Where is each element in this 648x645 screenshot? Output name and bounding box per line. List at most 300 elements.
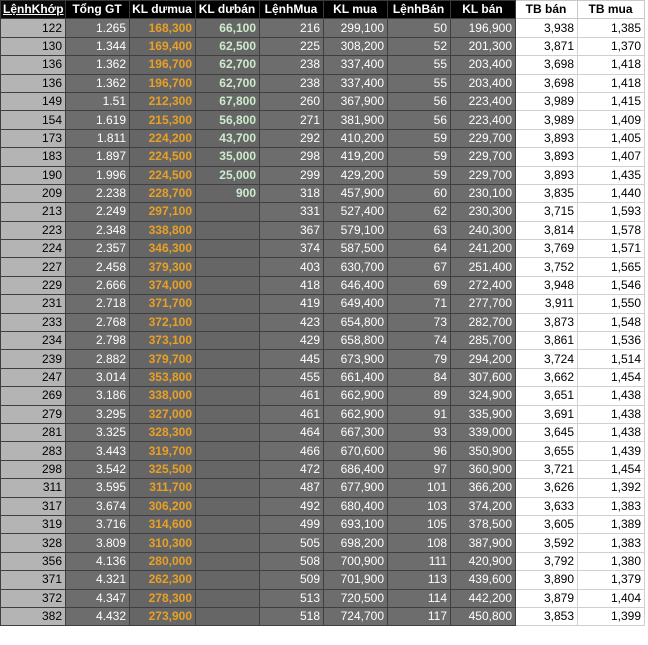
kl-ban-cell[interactable]: 442,200: [451, 589, 516, 607]
kl-mua-cell[interactable]: 701,900: [324, 571, 388, 589]
tb-ban-cell[interactable]: 3,724: [516, 350, 578, 368]
tb-ban-cell[interactable]: 3,592: [516, 534, 578, 552]
lenh-ban-cell[interactable]: 79: [388, 350, 451, 368]
kl-du-ban-cell[interactable]: 62,500: [196, 37, 260, 55]
kl-du-ban-cell[interactable]: [196, 387, 260, 405]
kl-mua-cell[interactable]: 667,300: [324, 423, 388, 441]
kl-du-ban-cell[interactable]: 67,800: [196, 92, 260, 110]
lenh-khop-cell[interactable]: 371: [1, 571, 66, 589]
kl-du-mua-cell[interactable]: 319,700: [130, 442, 196, 460]
lenh-ban-cell[interactable]: 55: [388, 56, 451, 74]
tb-mua-cell[interactable]: 1,578: [578, 221, 645, 239]
lenh-ban-cell[interactable]: 111: [388, 552, 451, 570]
kl-du-mua-cell[interactable]: 310,300: [130, 534, 196, 552]
kl-du-mua-cell[interactable]: 372,100: [130, 313, 196, 331]
lenh-mua-cell[interactable]: 513: [260, 589, 324, 607]
lenh-khop-cell[interactable]: 209: [1, 184, 66, 202]
kl-du-mua-cell[interactable]: 224,200: [130, 129, 196, 147]
lenh-mua-cell[interactable]: 403: [260, 258, 324, 276]
tb-mua-cell[interactable]: 1,383: [578, 497, 645, 515]
tb-ban-cell[interactable]: 3,989: [516, 111, 578, 129]
tong-gt-cell[interactable]: 2.249: [66, 203, 130, 221]
kl-du-mua-cell[interactable]: 346,300: [130, 240, 196, 258]
kl-mua-cell[interactable]: 457,900: [324, 184, 388, 202]
kl-du-ban-cell[interactable]: [196, 442, 260, 460]
lenh-khop-cell[interactable]: 239: [1, 350, 66, 368]
kl-du-ban-cell[interactable]: [196, 589, 260, 607]
kl-du-ban-cell[interactable]: [196, 552, 260, 570]
kl-du-ban-cell[interactable]: 35,000: [196, 148, 260, 166]
tb-ban-cell[interactable]: 3,698: [516, 74, 578, 92]
tb-ban-cell[interactable]: 3,893: [516, 148, 578, 166]
lenh-ban-cell[interactable]: 63: [388, 221, 451, 239]
tb-mua-cell[interactable]: 1,454: [578, 460, 645, 478]
kl-mua-cell[interactable]: 670,600: [324, 442, 388, 460]
lenh-khop-cell[interactable]: 311: [1, 479, 66, 497]
tb-ban-cell[interactable]: 3,861: [516, 332, 578, 350]
kl-du-mua-cell[interactable]: 168,300: [130, 19, 196, 37]
lenh-mua-cell[interactable]: 464: [260, 423, 324, 441]
kl-du-ban-cell[interactable]: 43,700: [196, 129, 260, 147]
kl-du-ban-cell[interactable]: 25,000: [196, 166, 260, 184]
column-header-kl-du-mua[interactable]: KL dưmua: [130, 1, 196, 19]
kl-du-ban-cell[interactable]: [196, 479, 260, 497]
lenh-ban-cell[interactable]: 89: [388, 387, 451, 405]
kl-du-mua-cell[interactable]: 224,500: [130, 166, 196, 184]
lenh-mua-cell[interactable]: 299: [260, 166, 324, 184]
kl-du-mua-cell[interactable]: 379,700: [130, 350, 196, 368]
kl-ban-cell[interactable]: 366,200: [451, 479, 516, 497]
lenh-ban-cell[interactable]: 117: [388, 607, 451, 625]
lenh-khop-cell[interactable]: 283: [1, 442, 66, 460]
lenh-khop-cell[interactable]: 298: [1, 460, 66, 478]
lenh-ban-cell[interactable]: 97: [388, 460, 451, 478]
tong-gt-cell[interactable]: 2.458: [66, 258, 130, 276]
lenh-mua-cell[interactable]: 367: [260, 221, 324, 239]
kl-du-ban-cell[interactable]: [196, 571, 260, 589]
kl-du-mua-cell[interactable]: 338,800: [130, 221, 196, 239]
kl-du-mua-cell[interactable]: 306,200: [130, 497, 196, 515]
tb-mua-cell[interactable]: 1,399: [578, 607, 645, 625]
kl-ban-cell[interactable]: 223,400: [451, 111, 516, 129]
kl-ban-cell[interactable]: 360,900: [451, 460, 516, 478]
kl-ban-cell[interactable]: 282,700: [451, 313, 516, 331]
kl-mua-cell[interactable]: 646,400: [324, 276, 388, 294]
lenh-mua-cell[interactable]: 423: [260, 313, 324, 331]
lenh-khop-cell[interactable]: 319: [1, 515, 66, 533]
lenh-mua-cell[interactable]: 292: [260, 129, 324, 147]
lenh-ban-cell[interactable]: 55: [388, 74, 451, 92]
lenh-khop-cell[interactable]: 130: [1, 37, 66, 55]
tong-gt-cell[interactable]: 3.542: [66, 460, 130, 478]
tong-gt-cell[interactable]: 4.432: [66, 607, 130, 625]
lenh-khop-cell[interactable]: 279: [1, 405, 66, 423]
tong-gt-cell[interactable]: 1.344: [66, 37, 130, 55]
tb-mua-cell[interactable]: 1,418: [578, 74, 645, 92]
lenh-mua-cell[interactable]: 466: [260, 442, 324, 460]
kl-mua-cell[interactable]: 680,400: [324, 497, 388, 515]
kl-du-ban-cell[interactable]: [196, 276, 260, 294]
tong-gt-cell[interactable]: 1.897: [66, 148, 130, 166]
kl-du-mua-cell[interactable]: 224,500: [130, 148, 196, 166]
kl-mua-cell[interactable]: 693,100: [324, 515, 388, 533]
column-header-tb-mua[interactable]: TB mua: [578, 1, 645, 19]
lenh-khop-cell[interactable]: 224: [1, 240, 66, 258]
tb-ban-cell[interactable]: 3,691: [516, 405, 578, 423]
tb-mua-cell[interactable]: 1,438: [578, 423, 645, 441]
lenh-mua-cell[interactable]: 318: [260, 184, 324, 202]
tong-gt-cell[interactable]: 2.238: [66, 184, 130, 202]
kl-du-mua-cell[interactable]: 280,000: [130, 552, 196, 570]
tong-gt-cell[interactable]: 2.798: [66, 332, 130, 350]
lenh-mua-cell[interactable]: 298: [260, 148, 324, 166]
tong-gt-cell[interactable]: 3.014: [66, 368, 130, 386]
lenh-ban-cell[interactable]: 93: [388, 423, 451, 441]
kl-du-mua-cell[interactable]: 373,100: [130, 332, 196, 350]
tb-ban-cell[interactable]: 3,721: [516, 460, 578, 478]
tb-mua-cell[interactable]: 1,548: [578, 313, 645, 331]
lenh-ban-cell[interactable]: 84: [388, 368, 451, 386]
tb-ban-cell[interactable]: 3,655: [516, 442, 578, 460]
kl-du-ban-cell[interactable]: [196, 460, 260, 478]
tb-mua-cell[interactable]: 1,438: [578, 387, 645, 405]
kl-mua-cell[interactable]: 308,200: [324, 37, 388, 55]
tb-mua-cell[interactable]: 1,550: [578, 295, 645, 313]
tb-ban-cell[interactable]: 3,989: [516, 92, 578, 110]
lenh-khop-cell[interactable]: 328: [1, 534, 66, 552]
lenh-ban-cell[interactable]: 60: [388, 184, 451, 202]
lenh-khop-cell[interactable]: 231: [1, 295, 66, 313]
kl-ban-cell[interactable]: 285,700: [451, 332, 516, 350]
kl-du-ban-cell[interactable]: 62,700: [196, 56, 260, 74]
lenh-mua-cell[interactable]: 429: [260, 332, 324, 350]
lenh-mua-cell[interactable]: 418: [260, 276, 324, 294]
lenh-ban-cell[interactable]: 108: [388, 534, 451, 552]
tong-gt-cell[interactable]: 4.136: [66, 552, 130, 570]
tb-mua-cell[interactable]: 1,571: [578, 240, 645, 258]
kl-ban-cell[interactable]: 350,900: [451, 442, 516, 460]
lenh-khop-cell[interactable]: 247: [1, 368, 66, 386]
lenh-mua-cell[interactable]: 271: [260, 111, 324, 129]
kl-mua-cell[interactable]: 724,700: [324, 607, 388, 625]
tb-mua-cell[interactable]: 1,380: [578, 552, 645, 570]
tb-mua-cell[interactable]: 1,404: [578, 589, 645, 607]
column-header-lenh-khop[interactable]: LệnhKhớp: [1, 1, 66, 19]
tb-ban-cell[interactable]: 3,662: [516, 368, 578, 386]
lenh-khop-cell[interactable]: 372: [1, 589, 66, 607]
kl-du-ban-cell[interactable]: [196, 368, 260, 386]
kl-ban-cell[interactable]: 201,300: [451, 37, 516, 55]
tong-gt-cell[interactable]: 3.443: [66, 442, 130, 460]
kl-du-ban-cell[interactable]: 56,800: [196, 111, 260, 129]
lenh-khop-cell[interactable]: 234: [1, 332, 66, 350]
tb-ban-cell[interactable]: 3,948: [516, 276, 578, 294]
kl-ban-cell[interactable]: 439,600: [451, 571, 516, 589]
tong-gt-cell[interactable]: 1.362: [66, 74, 130, 92]
kl-du-ban-cell[interactable]: [196, 405, 260, 423]
kl-ban-cell[interactable]: 378,500: [451, 515, 516, 533]
lenh-ban-cell[interactable]: 101: [388, 479, 451, 497]
tb-ban-cell[interactable]: 3,698: [516, 56, 578, 74]
tong-gt-cell[interactable]: 3.295: [66, 405, 130, 423]
kl-mua-cell[interactable]: 649,400: [324, 295, 388, 313]
column-header-kl-du-ban[interactable]: KL dưbán: [196, 1, 260, 19]
column-header-kl-mua[interactable]: KL mua: [324, 1, 388, 19]
tb-ban-cell[interactable]: 3,893: [516, 129, 578, 147]
tong-gt-cell[interactable]: 1.811: [66, 129, 130, 147]
kl-du-ban-cell[interactable]: [196, 295, 260, 313]
lenh-mua-cell[interactable]: 238: [260, 74, 324, 92]
column-header-lenh-mua[interactable]: LệnhMua: [260, 1, 324, 19]
lenh-khop-cell[interactable]: 136: [1, 74, 66, 92]
kl-ban-cell[interactable]: 294,200: [451, 350, 516, 368]
lenh-mua-cell[interactable]: 487: [260, 479, 324, 497]
lenh-khop-cell[interactable]: 382: [1, 607, 66, 625]
tb-mua-cell[interactable]: 1,383: [578, 534, 645, 552]
tong-gt-cell[interactable]: 2.666: [66, 276, 130, 294]
lenh-ban-cell[interactable]: 105: [388, 515, 451, 533]
kl-ban-cell[interactable]: 230,100: [451, 184, 516, 202]
kl-ban-cell[interactable]: 229,700: [451, 166, 516, 184]
lenh-mua-cell[interactable]: 455: [260, 368, 324, 386]
tb-ban-cell[interactable]: 3,853: [516, 607, 578, 625]
tb-ban-cell[interactable]: 3,911: [516, 295, 578, 313]
kl-mua-cell[interactable]: 658,800: [324, 332, 388, 350]
kl-mua-cell[interactable]: 587,500: [324, 240, 388, 258]
lenh-ban-cell[interactable]: 69: [388, 276, 451, 294]
tong-gt-cell[interactable]: 4.347: [66, 589, 130, 607]
kl-du-mua-cell[interactable]: 371,700: [130, 295, 196, 313]
lenh-khop-cell[interactable]: 190: [1, 166, 66, 184]
kl-du-mua-cell[interactable]: 379,300: [130, 258, 196, 276]
kl-du-ban-cell[interactable]: [196, 240, 260, 258]
tb-mua-cell[interactable]: 1,439: [578, 442, 645, 460]
tb-mua-cell[interactable]: 1,440: [578, 184, 645, 202]
lenh-khop-cell[interactable]: 229: [1, 276, 66, 294]
tb-ban-cell[interactable]: 3,873: [516, 313, 578, 331]
tb-mua-cell[interactable]: 1,565: [578, 258, 645, 276]
kl-mua-cell[interactable]: 337,400: [324, 56, 388, 74]
tong-gt-cell[interactable]: 3.325: [66, 423, 130, 441]
kl-ban-cell[interactable]: 307,600: [451, 368, 516, 386]
column-header-tb-ban[interactable]: TB bán: [516, 1, 578, 19]
kl-mua-cell[interactable]: 299,100: [324, 19, 388, 37]
lenh-ban-cell[interactable]: 56: [388, 111, 451, 129]
tb-mua-cell[interactable]: 1,370: [578, 37, 645, 55]
tong-gt-cell[interactable]: 4.321: [66, 571, 130, 589]
kl-ban-cell[interactable]: 196,900: [451, 19, 516, 37]
kl-du-mua-cell[interactable]: 327,000: [130, 405, 196, 423]
lenh-khop-cell[interactable]: 223: [1, 221, 66, 239]
lenh-mua-cell[interactable]: 461: [260, 387, 324, 405]
lenh-ban-cell[interactable]: 67: [388, 258, 451, 276]
lenh-ban-cell[interactable]: 113: [388, 571, 451, 589]
lenh-mua-cell[interactable]: 499: [260, 515, 324, 533]
lenh-ban-cell[interactable]: 103: [388, 497, 451, 515]
tong-gt-cell[interactable]: 1.265: [66, 19, 130, 37]
kl-du-mua-cell[interactable]: 212,300: [130, 92, 196, 110]
lenh-khop-cell[interactable]: 281: [1, 423, 66, 441]
lenh-khop-cell[interactable]: 317: [1, 497, 66, 515]
lenh-khop-cell[interactable]: 149: [1, 92, 66, 110]
lenh-mua-cell[interactable]: 492: [260, 497, 324, 515]
tb-ban-cell[interactable]: 3,890: [516, 571, 578, 589]
tb-ban-cell[interactable]: 3,633: [516, 497, 578, 515]
kl-mua-cell[interactable]: 410,200: [324, 129, 388, 147]
tb-mua-cell[interactable]: 1,454: [578, 368, 645, 386]
tb-mua-cell[interactable]: 1,536: [578, 332, 645, 350]
kl-du-ban-cell[interactable]: [196, 203, 260, 221]
lenh-mua-cell[interactable]: 374: [260, 240, 324, 258]
kl-mua-cell[interactable]: 630,700: [324, 258, 388, 276]
column-header-lenh-ban[interactable]: LệnhBán: [388, 1, 451, 19]
column-header-kl-ban[interactable]: KL bán: [451, 1, 516, 19]
tong-gt-cell[interactable]: 3.809: [66, 534, 130, 552]
tong-gt-cell[interactable]: 1.619: [66, 111, 130, 129]
kl-ban-cell[interactable]: 241,200: [451, 240, 516, 258]
tb-mua-cell[interactable]: 1,405: [578, 129, 645, 147]
kl-mua-cell[interactable]: 367,900: [324, 92, 388, 110]
kl-du-ban-cell[interactable]: [196, 515, 260, 533]
kl-du-mua-cell[interactable]: 314,600: [130, 515, 196, 533]
tb-mua-cell[interactable]: 1,385: [578, 19, 645, 37]
lenh-mua-cell[interactable]: 225: [260, 37, 324, 55]
kl-du-mua-cell[interactable]: 311,700: [130, 479, 196, 497]
lenh-khop-cell[interactable]: 154: [1, 111, 66, 129]
kl-ban-cell[interactable]: 374,200: [451, 497, 516, 515]
lenh-khop-cell[interactable]: 136: [1, 56, 66, 74]
kl-du-mua-cell[interactable]: 196,700: [130, 56, 196, 74]
tb-mua-cell[interactable]: 1,418: [578, 56, 645, 74]
kl-ban-cell[interactable]: 339,000: [451, 423, 516, 441]
lenh-mua-cell[interactable]: 216: [260, 19, 324, 37]
lenh-ban-cell[interactable]: 71: [388, 295, 451, 313]
kl-mua-cell[interactable]: 700,900: [324, 552, 388, 570]
tb-ban-cell[interactable]: 3,769: [516, 240, 578, 258]
kl-ban-cell[interactable]: 450,800: [451, 607, 516, 625]
lenh-ban-cell[interactable]: 59: [388, 166, 451, 184]
tb-ban-cell[interactable]: 3,752: [516, 258, 578, 276]
kl-mua-cell[interactable]: 662,900: [324, 405, 388, 423]
kl-du-mua-cell[interactable]: 196,700: [130, 74, 196, 92]
kl-du-mua-cell[interactable]: 297,100: [130, 203, 196, 221]
tb-ban-cell[interactable]: 3,715: [516, 203, 578, 221]
kl-mua-cell[interactable]: 419,200: [324, 148, 388, 166]
lenh-ban-cell[interactable]: 114: [388, 589, 451, 607]
tb-mua-cell[interactable]: 1,407: [578, 148, 645, 166]
kl-du-ban-cell[interactable]: [196, 313, 260, 331]
lenh-khop-cell[interactable]: 356: [1, 552, 66, 570]
tong-gt-cell[interactable]: 2.357: [66, 240, 130, 258]
tb-mua-cell[interactable]: 1,415: [578, 92, 645, 110]
kl-ban-cell[interactable]: 324,900: [451, 387, 516, 405]
tb-ban-cell[interactable]: 3,605: [516, 515, 578, 533]
tong-gt-cell[interactable]: 2.882: [66, 350, 130, 368]
lenh-khop-cell[interactable]: 213: [1, 203, 66, 221]
kl-du-ban-cell[interactable]: [196, 534, 260, 552]
lenh-mua-cell[interactable]: 461: [260, 405, 324, 423]
kl-du-ban-cell[interactable]: 66,100: [196, 19, 260, 37]
tb-ban-cell[interactable]: 3,814: [516, 221, 578, 239]
kl-mua-cell[interactable]: 661,400: [324, 368, 388, 386]
kl-mua-cell[interactable]: 527,400: [324, 203, 388, 221]
tong-gt-cell[interactable]: 1.996: [66, 166, 130, 184]
lenh-ban-cell[interactable]: 59: [388, 148, 451, 166]
lenh-mua-cell[interactable]: 445: [260, 350, 324, 368]
lenh-mua-cell[interactable]: 505: [260, 534, 324, 552]
kl-ban-cell[interactable]: 277,700: [451, 295, 516, 313]
lenh-mua-cell[interactable]: 509: [260, 571, 324, 589]
kl-du-ban-cell[interactable]: 62,700: [196, 74, 260, 92]
tong-gt-cell[interactable]: 1.51: [66, 92, 130, 110]
lenh-ban-cell[interactable]: 74: [388, 332, 451, 350]
lenh-ban-cell[interactable]: 64: [388, 240, 451, 258]
tong-gt-cell[interactable]: 3.186: [66, 387, 130, 405]
tong-gt-cell[interactable]: 2.718: [66, 295, 130, 313]
lenh-khop-cell[interactable]: 122: [1, 19, 66, 37]
tb-mua-cell[interactable]: 1,546: [578, 276, 645, 294]
kl-du-mua-cell[interactable]: 273,900: [130, 607, 196, 625]
kl-ban-cell[interactable]: 229,700: [451, 148, 516, 166]
tong-gt-cell[interactable]: 3.716: [66, 515, 130, 533]
kl-du-ban-cell[interactable]: [196, 423, 260, 441]
lenh-mua-cell[interactable]: 419: [260, 295, 324, 313]
column-header-tong-gt[interactable]: Tổng GT: [66, 1, 130, 19]
lenh-ban-cell[interactable]: 50: [388, 19, 451, 37]
kl-du-ban-cell[interactable]: [196, 497, 260, 515]
kl-mua-cell[interactable]: 677,900: [324, 479, 388, 497]
kl-mua-cell[interactable]: 686,400: [324, 460, 388, 478]
kl-du-ban-cell[interactable]: [196, 221, 260, 239]
kl-ban-cell[interactable]: 420,900: [451, 552, 516, 570]
kl-du-ban-cell[interactable]: [196, 258, 260, 276]
lenh-mua-cell[interactable]: 260: [260, 92, 324, 110]
tb-mua-cell[interactable]: 1,379: [578, 571, 645, 589]
tb-mua-cell[interactable]: 1,438: [578, 405, 645, 423]
tb-ban-cell[interactable]: 3,879: [516, 589, 578, 607]
tb-ban-cell[interactable]: 3,871: [516, 37, 578, 55]
kl-du-ban-cell[interactable]: 900: [196, 184, 260, 202]
kl-du-ban-cell[interactable]: [196, 332, 260, 350]
kl-du-mua-cell[interactable]: 338,000: [130, 387, 196, 405]
kl-mua-cell[interactable]: 698,200: [324, 534, 388, 552]
kl-mua-cell[interactable]: 337,400: [324, 74, 388, 92]
tb-mua-cell[interactable]: 1,435: [578, 166, 645, 184]
tb-ban-cell[interactable]: 3,835: [516, 184, 578, 202]
tb-ban-cell[interactable]: 3,938: [516, 19, 578, 37]
kl-mua-cell[interactable]: 673,900: [324, 350, 388, 368]
lenh-khop-cell[interactable]: 233: [1, 313, 66, 331]
tb-mua-cell[interactable]: 1,409: [578, 111, 645, 129]
tong-gt-cell[interactable]: 2.768: [66, 313, 130, 331]
kl-ban-cell[interactable]: 229,700: [451, 129, 516, 147]
tb-ban-cell[interactable]: 3,651: [516, 387, 578, 405]
kl-mua-cell[interactable]: 662,900: [324, 387, 388, 405]
tb-ban-cell[interactable]: 3,792: [516, 552, 578, 570]
kl-du-mua-cell[interactable]: 228,700: [130, 184, 196, 202]
tb-ban-cell[interactable]: 3,645: [516, 423, 578, 441]
kl-mua-cell[interactable]: 429,200: [324, 166, 388, 184]
lenh-ban-cell[interactable]: 59: [388, 129, 451, 147]
kl-du-mua-cell[interactable]: 215,300: [130, 111, 196, 129]
lenh-ban-cell[interactable]: 56: [388, 92, 451, 110]
lenh-mua-cell[interactable]: 518: [260, 607, 324, 625]
tb-ban-cell[interactable]: 3,893: [516, 166, 578, 184]
lenh-ban-cell[interactable]: 62: [388, 203, 451, 221]
lenh-mua-cell[interactable]: 331: [260, 203, 324, 221]
tong-gt-cell[interactable]: 1.362: [66, 56, 130, 74]
kl-du-mua-cell[interactable]: 278,300: [130, 589, 196, 607]
